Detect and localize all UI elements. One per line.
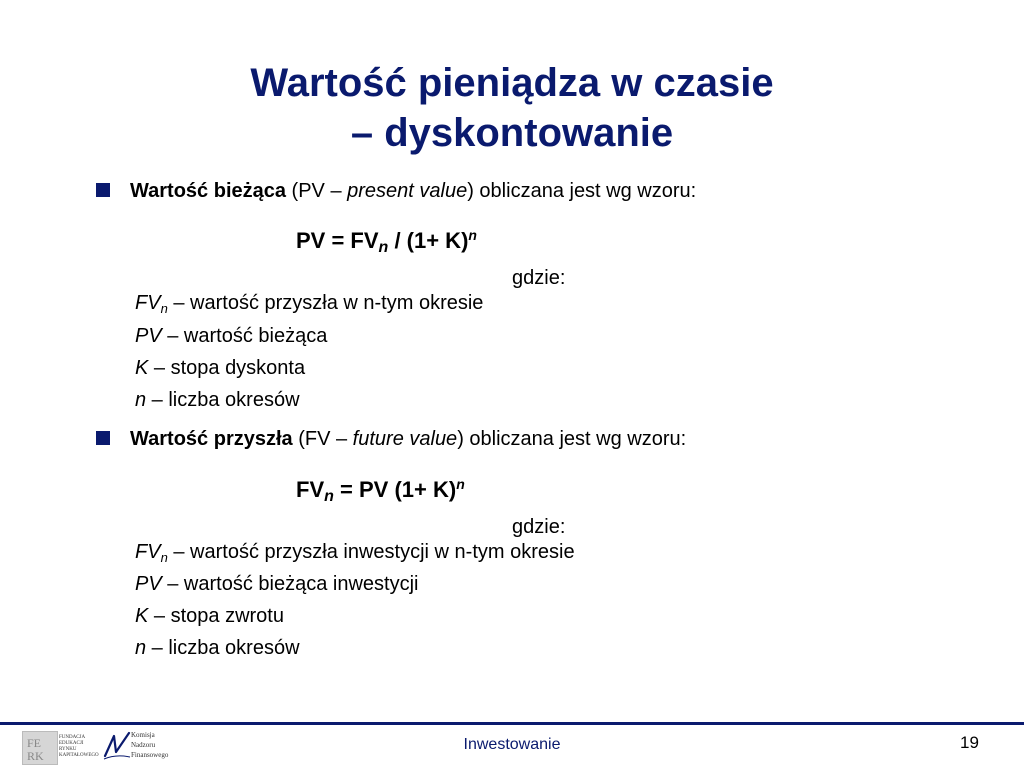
definition-item: [135, 604, 284, 628]
bullet-future-value: [96, 426, 686, 452]
formula-part: / (1+ K): [388, 228, 469, 253]
definition-item: [135, 388, 300, 412]
formula-part: FV: [296, 477, 325, 502]
formula-part: PV = FV: [296, 228, 379, 253]
definition-item: [135, 540, 575, 570]
title-line-1: Wartość pieniądza w czasie: [250, 61, 774, 105]
slide-title: [0, 58, 1024, 158]
bullet-italic: present value: [347, 180, 468, 202]
bullet-square-icon: [96, 431, 110, 445]
formula-sub: n: [324, 488, 334, 505]
bullet-bold: Wartość bieżąca: [130, 180, 286, 202]
definition-symbol: K: [135, 357, 149, 379]
ferk-logo-text: FUNDACJA EDUKACJI RYNKU KAPITAŁOWEGO: [59, 735, 99, 758]
definition-text: – stopa zwrotu: [148, 605, 284, 627]
definition-item: [135, 572, 418, 596]
definition-symbol: $FV_n$: [135, 292, 168, 316]
page-number: 19: [960, 733, 979, 752]
bullet-present-value: [96, 178, 696, 204]
definition-item: [135, 356, 305, 380]
knf-logo-text: Komisja Nadzoru Finansowego: [131, 731, 169, 759]
formula-part: = PV (1+ K): [333, 477, 457, 502]
bullet-square-icon: [96, 183, 110, 197]
definition-symbol: n: [135, 389, 147, 411]
bullet-text: (PV –: [286, 180, 348, 202]
footer-title: Inwestowanie: [463, 736, 561, 753]
formula-sub: n: [378, 239, 389, 256]
svg-text:RK: RK: [27, 749, 44, 763]
definition-text: – wartość bieżąca: [161, 325, 328, 347]
definition-symbol: PV: [135, 573, 162, 595]
definition-text: – wartość przyszła w n-tym okresie: [167, 292, 484, 314]
definition-item: [135, 324, 327, 348]
bullet-text: ) obliczana jest wg wzoru:: [457, 428, 687, 450]
formula-sup: n: [456, 476, 465, 492]
footer-divider: [0, 722, 1024, 725]
formula-sup: n: [468, 227, 477, 243]
title-line-2: – dyskontowanie: [350, 111, 674, 155]
definition-text: – liczba okresów: [146, 637, 300, 659]
definition-text: – wartość przyszła inwestycji w n-tym okresie: [167, 541, 575, 563]
definition-text: – wartość bieżąca inwestycji: [161, 573, 419, 595]
definition-symbol: K: [135, 605, 149, 627]
definition-text: – stopa dyskonta: [148, 357, 306, 379]
bullet-italic: future value: [352, 428, 458, 450]
bullet-bold: Wartość przyszła: [130, 428, 293, 450]
definition-text: – liczba okresów: [146, 389, 300, 411]
svg-text:FE: FE: [27, 736, 42, 750]
definition-symbol: PV: [135, 325, 162, 347]
definition-symbol: n: [135, 637, 147, 659]
gdzie-label: gdzie:: [512, 267, 566, 289]
definition-symbol: $FV_n$: [135, 541, 168, 565]
bullet-text: (FV –: [292, 428, 353, 450]
bullet-text: ) obliczana jest wg wzoru:: [467, 180, 697, 202]
formula-fv: [296, 470, 465, 511]
definition-item: [135, 291, 483, 321]
gdzie-label: gdzie:: [512, 516, 566, 538]
formula-pv: [296, 221, 477, 262]
definition-item: [135, 636, 300, 660]
